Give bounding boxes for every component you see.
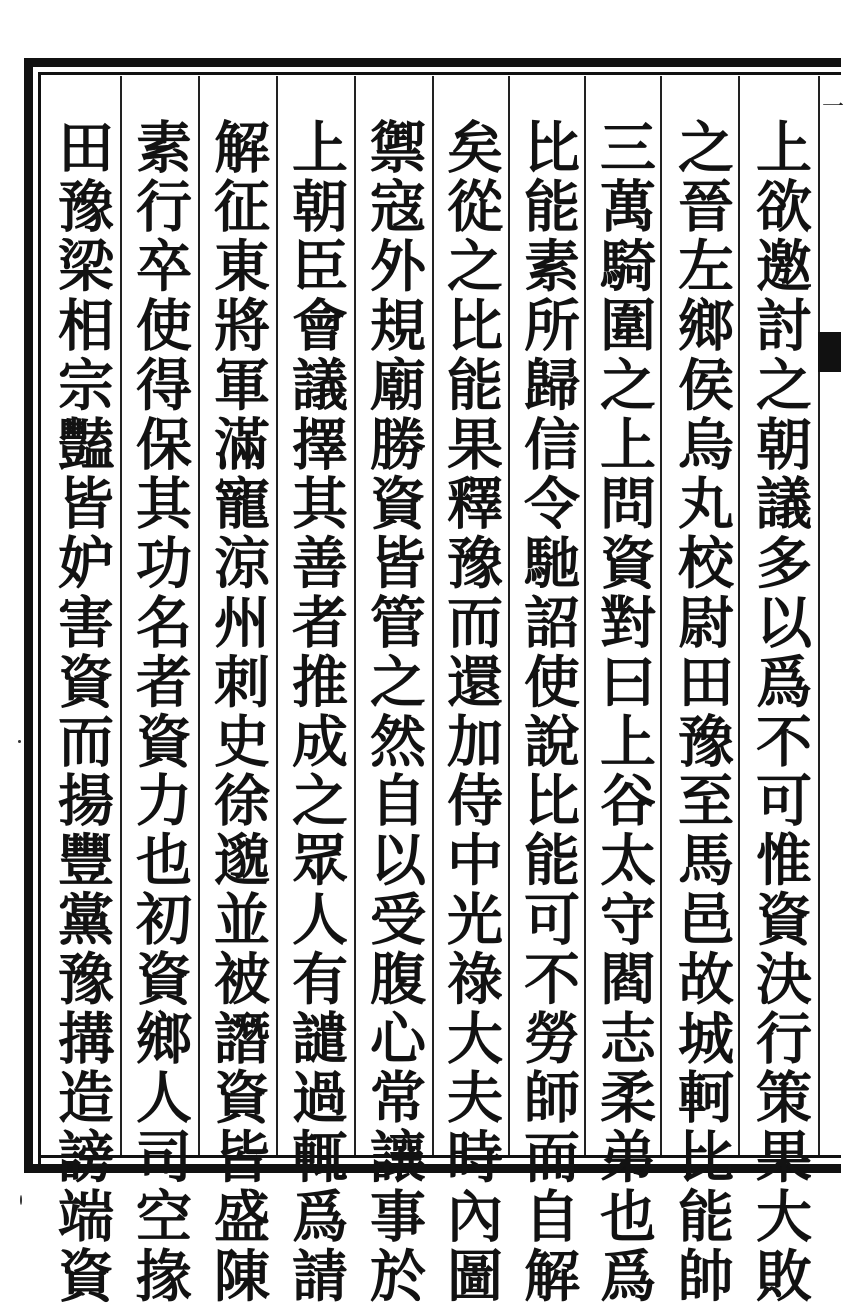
column-text: 素行卒使得保其功名者資力也初資鄉人司空掾 <box>127 118 193 1306</box>
text-column-10 <box>44 118 120 1306</box>
column-text: 之晉左鄉侯烏丸校尉田豫至馬邑故城軻比能帥 <box>669 118 735 1306</box>
column-text: 禦寇外規廟勝資皆管之然自以受腹心常讓事於 <box>361 118 427 1306</box>
frame-left-border <box>24 58 33 1173</box>
text-column-1 <box>742 118 818 1306</box>
frame-top-inner-border <box>38 72 841 75</box>
column-text: 田豫梁相宗豔皆妒害資而揚豐黨豫搆造謗端資 <box>49 118 115 1306</box>
column-text: 比能素所歸信令馳詔使說比能可不勞師而自解 <box>515 118 581 1306</box>
column-text: 解征東將軍滿寵涼州刺史徐邈並被譖資皆盛陳 <box>205 118 271 1306</box>
text-column-7 <box>278 118 354 1306</box>
ink-speck <box>20 1195 22 1205</box>
column-text: 上欲邀討之朝議多以爲不可惟資決行策果大敗 <box>747 118 813 1306</box>
column-text: 上朝臣會議擇其善者推成之眾人有譴過輒爲請 <box>283 118 349 1306</box>
text-column-2 <box>664 118 740 1306</box>
ink-speck <box>18 740 21 743</box>
edge-glyph: 一 <box>822 95 844 120</box>
text-column-9 <box>122 118 198 1306</box>
frame-left-inner-border <box>38 72 41 1165</box>
text-column-3 <box>586 118 662 1306</box>
column-text: 三萬騎圍之上問資對曰上谷太守閻志柔弟也爲 <box>591 118 657 1306</box>
text-column-8 <box>200 118 276 1306</box>
frame-top-border <box>24 58 841 67</box>
fishtail-mark <box>818 332 841 372</box>
text-column-5 <box>433 118 509 1306</box>
column-text: 矣從之比能果釋豫而還加侍中光祿大夫時內圖 <box>438 118 504 1306</box>
right-margin-line <box>818 76 820 1155</box>
text-column-6 <box>356 118 432 1306</box>
text-column-4 <box>510 118 586 1306</box>
